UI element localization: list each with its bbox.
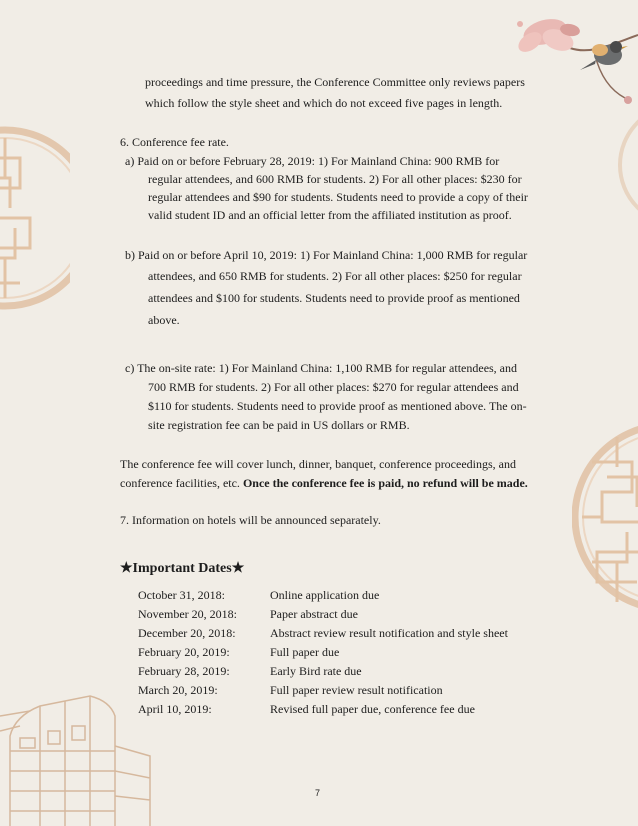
fee-section-title: 6. Conference fee rate. — [120, 135, 229, 149]
fee-item-c-line-4: site registration fee can be paid in US dollars or RMB. — [148, 418, 410, 432]
intro-line-1: proceedings and time pressure, the Conference Committee only reviews papers — [145, 75, 525, 89]
hotels-item: 7. Information on hotels will be announced separately. — [120, 513, 381, 527]
fee-coverage-line-1: The conference fee will cover lunch, dinner, banquet, conference proceedings, and — [120, 457, 516, 471]
fee-coverage-text: conference facilities, etc. — [120, 476, 243, 490]
event-4: Full paper due — [270, 645, 340, 659]
event-5: Early Bird rate due — [270, 664, 362, 678]
date-2: November 20, 2018: — [138, 607, 237, 621]
fee-item-b-line-3: attendees and $100 for students. Students need to provide proof as mentioned — [148, 291, 520, 305]
fee-item-a-line-1: a) Paid on or before February 28, 2019: 1) For Mainland China: 900 RMB for — [125, 154, 500, 168]
building-line-art-decoration — [0, 676, 160, 826]
fee-item-a-line-4: valid student ID and an official letter from the affiliated institution as proof. — [148, 208, 512, 222]
fee-item-c-line-3: $110 for students. Students need to provide proof as mentioned above. The on- — [148, 399, 527, 413]
left-lattice-window-decoration — [0, 118, 70, 318]
fee-item-b-line-1: b) Paid on or before April 10, 2019: 1) For Mainland China: 1,000 RMB for regular — [125, 248, 528, 262]
blossom-branch-bird-decoration — [500, 0, 638, 110]
intro-line-2: which follow the style sheet and which do not exceed five pages in length. — [145, 96, 503, 110]
fee-item-a-line-3: regular attendees and $90 for students. Students need to provide a copy of their — [148, 190, 528, 204]
event-7: Revised full paper due, conference fee due — [270, 702, 475, 716]
date-7: April 10, 2019: — [138, 702, 212, 716]
date-1: October 31, 2018: — [138, 588, 225, 602]
event-1: Online application due — [270, 588, 380, 602]
fee-coverage-line-2 — [120, 475, 528, 491]
fee-item-c-line-1: c) The on-site rate: 1) For Mainland China: 1,100 RMB for regular attendees, and — [125, 361, 518, 375]
event-3: Abstract review result notification and style sheet — [270, 626, 508, 640]
right-lattice-window-decoration — [572, 412, 638, 622]
date-3: December 20, 2018: — [138, 626, 236, 640]
right-faint-window-decoration — [610, 100, 638, 230]
fee-item-a-line-2: regular attendees, and 600 RMB for students. 2) For all other places: $230 for — [148, 172, 522, 186]
date-6: March 20, 2019: — [138, 683, 218, 697]
important-dates-heading: ★Important Dates★ — [120, 561, 245, 576]
fee-item-c-line-2: 700 RMB for students. 2) For all other places: $270 for regular attendees and — [148, 380, 519, 394]
event-6: Full paper review result notification — [270, 683, 443, 697]
date-5: February 28, 2019: — [138, 664, 230, 678]
fee-item-b-line-4: above. — [148, 313, 180, 327]
event-2: Paper abstract due — [270, 607, 358, 621]
no-refund-notice: Once the conference fee is paid, no refund will be made. — [242, 476, 528, 490]
page-number: 7 — [315, 788, 321, 798]
date-4: February 20, 2019: — [138, 645, 230, 659]
fee-item-b-line-2: attendees, and 650 RMB for students. 2) For all other places: $250 for regular — [148, 269, 522, 283]
